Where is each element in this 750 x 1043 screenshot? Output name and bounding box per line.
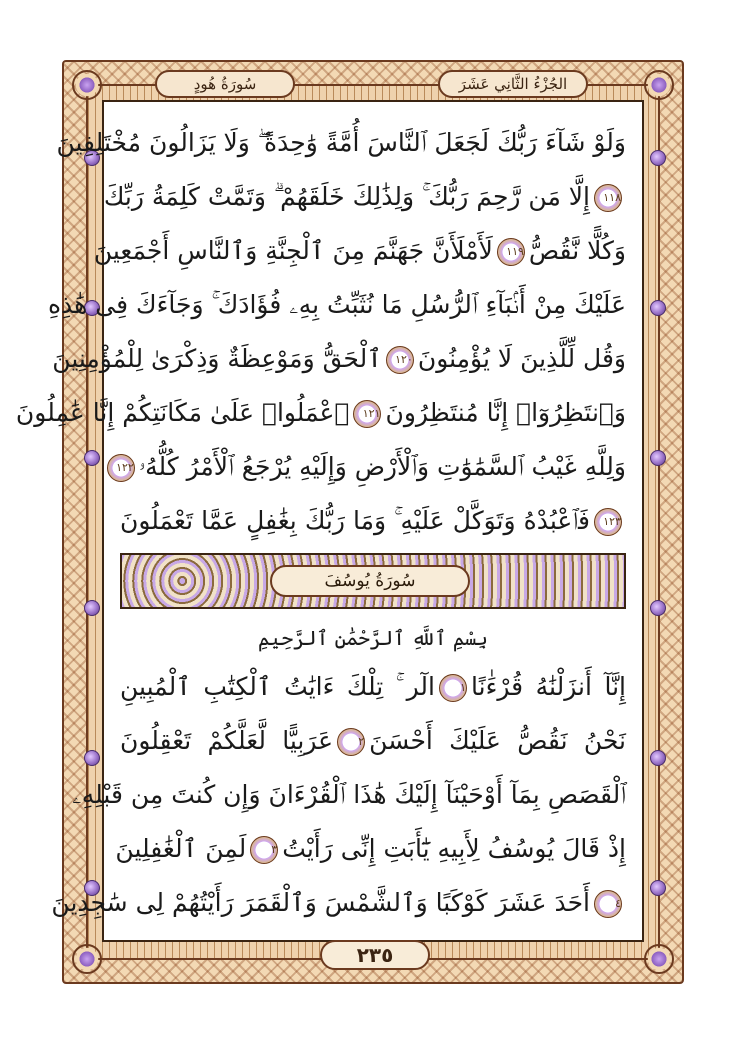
- ayah-marker: ١: [439, 674, 467, 702]
- corner-ornament-bottom-left: [72, 944, 102, 974]
- verse-line: [52, 334, 626, 384]
- corner-ornament-bottom-right: [644, 944, 674, 974]
- surah-title-cartouche: [270, 565, 470, 597]
- verse-text: إِنَّآ أَنزَلْنَٰهُ قُرْءَٰنًا: [471, 672, 626, 701]
- ayah-marker: ٣: [250, 836, 278, 864]
- page-number-label: ٢٣٥: [356, 943, 394, 967]
- verse-text: الٓر ۚ تِلْكَ ءَايَٰتُ ٱلْكِتَٰبِ ٱلْمُبِينِ: [120, 672, 435, 701]
- ayah-marker: ١٢٢: [107, 454, 135, 482]
- frame-gem: [84, 450, 100, 466]
- verse-text: ٱلْقَصَصِ بِمَآ أَوْحَيْنَآ إِلَيْكَ هَٰذَا ٱلْقُرْءَانَ وَإِن كُنتَ مِن قَبْلِهِۦ: [72, 780, 626, 809]
- verse-line: [120, 496, 626, 546]
- ayah-marker: ١١٩: [497, 238, 525, 266]
- frame-gem: [650, 300, 666, 316]
- verse-line: [56, 118, 626, 168]
- verse-line: [51, 878, 626, 928]
- verse-text: وَكُلًّا نَّقُصُّ: [528, 236, 626, 265]
- verse-text: إِذْ قَالَ يُوسُفُ لِأَبِيهِ يَٰٓأَبَتِ إِنِّى رَأَيْتُ: [282, 834, 626, 863]
- juz-header: [438, 70, 588, 98]
- verse-text: عَلَيْكَ مِنْ أَنۢبَآءِ ٱلرُّسُلِ مَا نُثَبِّتُ بِهِۦ فُؤَادَكَ ۚ وَجَآءَكَ فِى هَٰذِهِ: [47, 290, 626, 319]
- ayah-marker: ٢: [337, 728, 365, 756]
- ayah-marker: ٤: [594, 890, 622, 918]
- verse-text: وَلِلَّهِ غَيْبُ ٱلسَّمَٰوَٰتِ وَٱلْأَرْضِ وَإِلَيْهِ يُرْجَعُ ٱلْأَمْرُ كُلُّهُۥ: [138, 452, 626, 481]
- ayah-marker: ١٢١: [353, 400, 381, 428]
- ayah-marker: ١١٨: [594, 184, 622, 212]
- basmala: بِسْمِ ٱللَّهِ ٱلرَّحْمَٰنِ ٱلرَّحِيمِ: [257, 626, 488, 650]
- verse-text: عَرَبِيًّا لَّعَلَّكُمْ تَعْقِلُونَ: [120, 726, 334, 755]
- frame-gem: [650, 150, 666, 166]
- verse-text: ٱعْمَلُوا۟ عَلَىٰ مَكَانَتِكُمْ إِنَّا عَٰمِلُونَ: [15, 398, 350, 427]
- frame-gem: [650, 750, 666, 766]
- verse-text: وَقُل لِّلَّذِينَ لَا يُؤْمِنُونَ: [417, 344, 626, 373]
- verse-line: [93, 226, 626, 276]
- juz-label: الجُزْءُ الثَّانِي عَشَرَ: [458, 75, 568, 93]
- verse-line: [72, 770, 626, 820]
- verse-line: [120, 662, 626, 712]
- ayah-marker: ١٢٠: [386, 346, 414, 374]
- verse-line: [15, 388, 626, 438]
- frame-gem: [650, 600, 666, 616]
- verse-text: لَمِنَ ٱلْغَٰفِلِينَ: [115, 834, 247, 863]
- verse-line: [115, 824, 626, 874]
- verse-line: [116, 442, 626, 492]
- verse-line: [120, 716, 626, 766]
- page-number: [320, 940, 430, 970]
- verse-text: ٱلْحَقُّ وَمَوْعِظَةٌ وَذِكْرَىٰ لِلْمُؤْمِنِينَ: [52, 344, 382, 373]
- frame-gem: [650, 450, 666, 466]
- verse-text: إِلَّا مَن رَّحِمَ رَبُّكَ ۚ وَلِذَٰلِكَ خَلَقَهُمْ ۗ وَتَمَّتْ كَلِمَةُ رَبِّكَ: [103, 182, 590, 211]
- ayah-marker: ١٢٣: [594, 508, 622, 536]
- verse-line: [103, 172, 626, 222]
- verse-text: وَٱنتَظِرُوٓا۟ إِنَّا مُنتَظِرُونَ: [385, 398, 626, 427]
- frame-gem: [650, 880, 666, 896]
- frame-gem: [84, 750, 100, 766]
- verse-line: [47, 280, 626, 330]
- frame-gem: [84, 600, 100, 616]
- corner-ornament-top-left: [72, 70, 102, 100]
- surah-label: سُورَةُ هُودٍ: [193, 75, 257, 93]
- verse-text: فَٱعْبُدْهُ وَتَوَكَّلْ عَلَيْهِ ۚ وَمَا رَبُّكَ بِغَٰفِلٍ عَمَّا تَعْمَلُونَ: [120, 506, 590, 535]
- verse-text: نَحْنُ نَقُصُّ عَلَيْكَ أَحْسَنَ: [369, 726, 626, 755]
- verse-text: وَلَوْ شَآءَ رَبُّكَ لَجَعَلَ ٱلنَّاسَ أُمَّةً وَٰحِدَةً ۖ وَلَا يَزَالُونَ مُخْتَلِفِينَ: [56, 128, 626, 157]
- verse-text: أَحَدَ عَشَرَ كَوْكَبًا وَٱلشَّمْسَ وَٱلْقَمَرَ رَأَيْتُهُمْ لِى سَٰجِدِينَ: [51, 888, 590, 917]
- verse-text: لَأَمْلَأَنَّ جَهَنَّمَ مِنَ ٱلْجِنَّةِ وَٱلنَّاسِ أَجْمَعِينَ: [93, 236, 493, 265]
- surah-header: [155, 70, 295, 98]
- surah-title: سُورَةُ يُوسُفَ: [324, 571, 416, 591]
- corner-ornament-top-right: [644, 70, 674, 100]
